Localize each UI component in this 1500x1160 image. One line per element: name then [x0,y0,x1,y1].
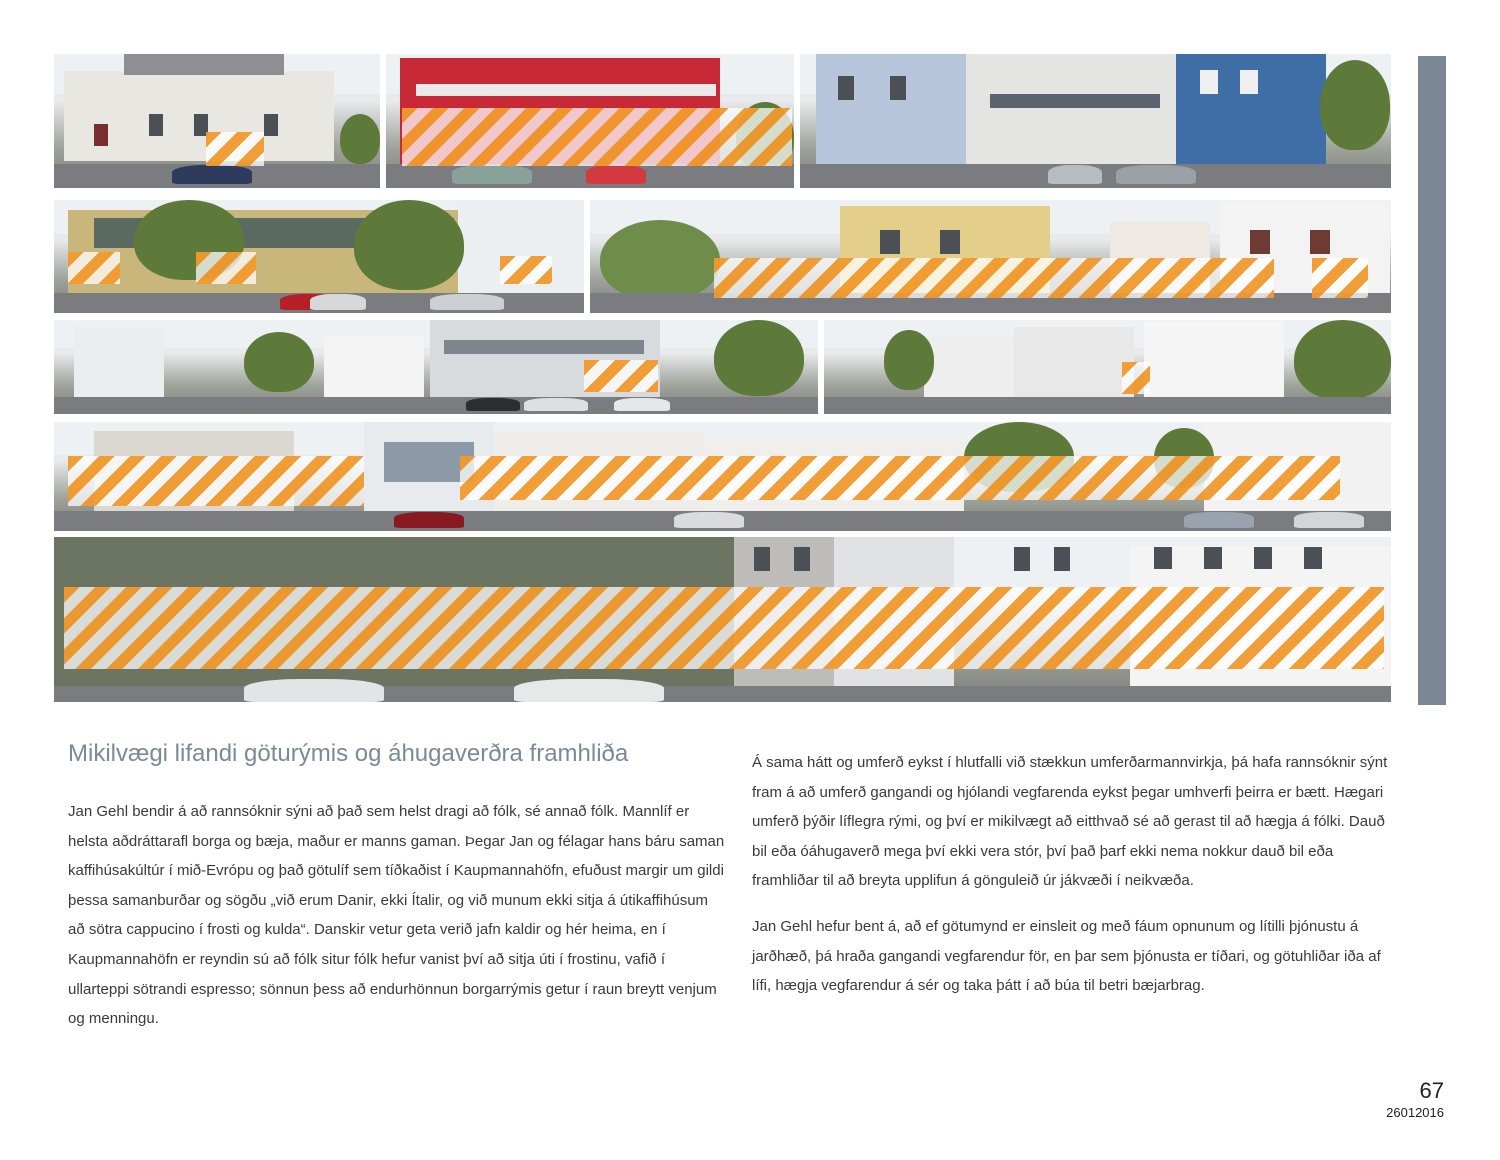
street-photo [54,320,818,414]
page-number: 67 [1419,1078,1444,1103]
street-photo [54,422,1391,531]
dead-frontage-marker [714,258,1274,298]
street-photo-strip-1 [54,54,1391,188]
dead-frontage-marker [206,132,264,166]
street-photo [54,54,380,188]
right-text-column [752,748,1392,1001]
street-photo [386,54,794,188]
street-photo-strip-3 [54,320,1391,414]
street-photo [824,320,1391,414]
dead-frontage-marker [1312,258,1368,298]
street-photo [54,200,584,313]
dead-frontage-marker [1122,362,1150,394]
dead-frontage-marker [68,252,120,284]
dead-frontage-marker [196,252,256,284]
body-paragraph: Jan Gehl bendir á að rannsóknir sýni að það sem helst dragi að fólk, sé annað fólk. Mannlíf er helsta aðdráttarafl borga og bæja, maður er manns gaman. Þegar Jan og félagar hans báru saman kaffihúsakúltúr í mið-Evrópu og það götulíf sem tíðkaðist í Kaupmannahöfn, efuðust margir um gildi þessa samanburðar og sögðu „við erum Danir, ekki Ítalir, og við munum ekki sitja á útikaffihúsum að sötra cappucino í frosti og kulda“. Danskir vetur geta verið jafn kaldir og hér heima, en í Kaupmannahöfn er reyndin sú að fólk situr fólk hefur vanist því að sitja úti í frostinu, vafið í ullarteppi sötrandi espresso; sönnun þess að endurhönnun borgarrýmis getur í raun breytt venjum og menningu. [68,803,725,1028]
document-date-code: 26012016 [1386,1105,1444,1120]
street-photo-strip-5 [54,537,1391,702]
dead-frontage-marker [500,256,552,284]
street-photo [800,54,1391,188]
street-photo [54,537,1391,702]
dead-frontage-marker [64,587,1384,669]
body-paragraph: Jan Gehl hefur bent á, að ef götumynd er einsleit og með fáum opnunum og lítilli þjónustu á jarðhæð, þá hraða gangandi vegfarendur för, en þar sem þjónusta er tíðari, og götuhliðar iða af lífi, hægja vegfarendur á sér og taka þátt í að búa til betri bæjarbrag. [752,917,1381,995]
dead-frontage-marker [68,456,364,506]
side-accent-bar [1418,56,1446,705]
dead-frontage-marker [584,360,658,392]
street-photo-strip-4 [54,422,1391,531]
street-photo-strip-2 [54,200,1391,313]
dead-frontage-marker [402,108,792,166]
section-heading: Mikilvægi lifandi göturýmis og áhugaverðra framhliða [68,740,629,767]
left-text-column [68,797,728,1034]
street-photo [590,200,1391,313]
dead-frontage-marker [460,456,1340,500]
body-paragraph: Á sama hátt og umferð eykst í hlutfalli við stækkun umferðarmannvirkja, þá hafa rannsóknir sýnt fram á að umferð gangandi og hjólandi vegfarenda eykst þegar umhverfi þeirra er bætt. Hægari umferð þýðir líflegra rými, og því er mikilvægt að eitthvað sé að gerast til að hægja á fólki. Dauð bil eða óáhugaverð mega því ekki vera stór, því það þarf ekki nema nokkur dauð bil eða framhliðar til að breyta upplifun á gönguleið úr jákvæði í neikvæða. [752,754,1388,890]
